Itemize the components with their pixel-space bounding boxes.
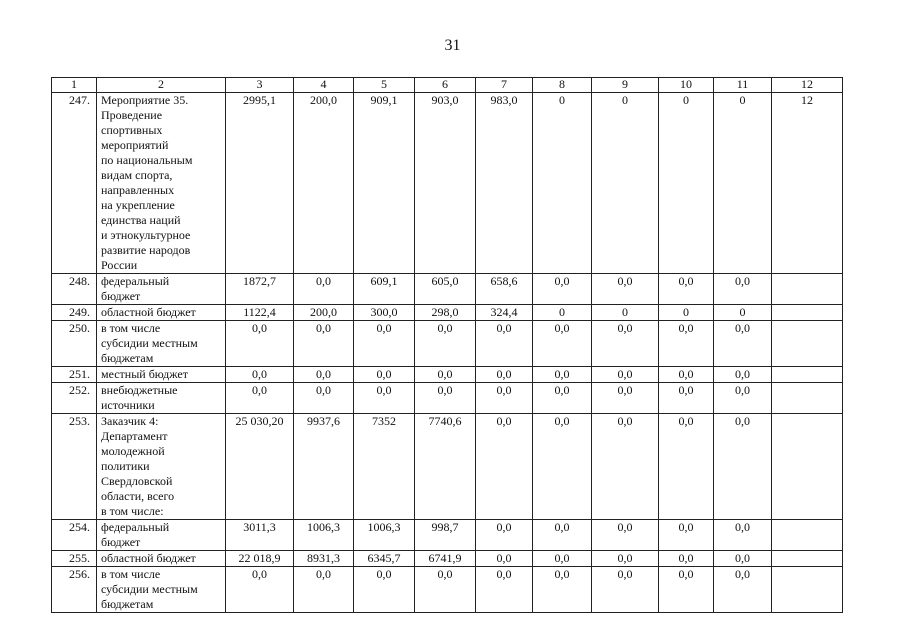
value-cell: 0,0 bbox=[415, 567, 476, 613]
value-cell: 0,0 bbox=[476, 367, 533, 383]
row-number: 254. bbox=[52, 520, 97, 551]
description-line: субсидии местным bbox=[101, 336, 198, 350]
description-line: в том числе bbox=[101, 321, 161, 335]
description-line: Свердловской bbox=[101, 474, 173, 488]
value-cell: 324,4 bbox=[476, 305, 533, 321]
row-number: 253. bbox=[52, 414, 97, 520]
value-cell: 0,0 bbox=[476, 567, 533, 613]
description-line: бюджетам bbox=[101, 597, 154, 611]
value-cell bbox=[772, 367, 843, 383]
value-cell: 983,0 bbox=[476, 93, 533, 274]
value-cell: 6741,9 bbox=[415, 551, 476, 567]
value-cell: 0 bbox=[533, 305, 592, 321]
row-description bbox=[97, 520, 226, 551]
value-cell: 0,0 bbox=[659, 551, 714, 567]
description-line: федеральный bbox=[101, 274, 170, 288]
value-cell: 6345,7 bbox=[354, 551, 415, 567]
description-line: Проведение bbox=[101, 108, 163, 122]
table-row bbox=[52, 414, 843, 520]
row-description bbox=[97, 367, 226, 383]
column-header: 12 bbox=[772, 78, 843, 93]
value-cell: 0,0 bbox=[476, 551, 533, 567]
value-cell: 609,1 bbox=[354, 274, 415, 305]
value-cell: 0,0 bbox=[415, 383, 476, 414]
value-cell: 0,0 bbox=[226, 367, 294, 383]
table-row bbox=[52, 520, 843, 551]
value-cell: 0,0 bbox=[533, 274, 592, 305]
value-cell: 0,0 bbox=[294, 367, 354, 383]
value-cell: 0,0 bbox=[354, 567, 415, 613]
value-cell: 298,0 bbox=[415, 305, 476, 321]
value-cell: 0,0 bbox=[533, 383, 592, 414]
row-number: 251. bbox=[52, 367, 97, 383]
description-line: в том числе bbox=[101, 567, 161, 581]
value-cell: 0,0 bbox=[659, 383, 714, 414]
value-cell: 0,0 bbox=[294, 567, 354, 613]
value-cell: 0,0 bbox=[354, 383, 415, 414]
value-cell: 9937,6 bbox=[294, 414, 354, 520]
value-cell: 25 030,20 bbox=[226, 414, 294, 520]
description-line: бюджет bbox=[101, 289, 141, 303]
value-cell: 0,0 bbox=[476, 414, 533, 520]
row-description bbox=[97, 321, 226, 367]
column-header: 1 bbox=[52, 78, 97, 93]
row-description bbox=[97, 305, 226, 321]
table-header-row bbox=[52, 78, 843, 93]
row-number: 255. bbox=[52, 551, 97, 567]
value-cell: 658,6 bbox=[476, 274, 533, 305]
value-cell: 0,0 bbox=[714, 567, 772, 613]
page-number: 31 bbox=[444, 37, 461, 54]
budget-table bbox=[51, 77, 843, 613]
value-cell: 0,0 bbox=[226, 321, 294, 367]
description-line: направленных bbox=[101, 183, 175, 197]
value-cell: 0,0 bbox=[659, 567, 714, 613]
row-description bbox=[97, 551, 226, 567]
value-cell bbox=[772, 274, 843, 305]
column-header: 5 bbox=[354, 78, 415, 93]
value-cell: 1872,7 bbox=[226, 274, 294, 305]
row-number: 249. bbox=[52, 305, 97, 321]
value-cell: 1006,3 bbox=[294, 520, 354, 551]
value-cell: 200,0 bbox=[294, 93, 354, 274]
row-number: 248. bbox=[52, 274, 97, 305]
value-cell: 0,0 bbox=[659, 520, 714, 551]
value-cell: 0,0 bbox=[714, 414, 772, 520]
value-cell: 0,0 bbox=[415, 367, 476, 383]
value-cell: 605,0 bbox=[415, 274, 476, 305]
value-cell: 0,0 bbox=[533, 367, 592, 383]
value-cell: 0,0 bbox=[592, 520, 659, 551]
value-cell: 0,0 bbox=[714, 274, 772, 305]
description-line: области, всего bbox=[101, 489, 175, 503]
value-cell: 0,0 bbox=[659, 414, 714, 520]
value-cell bbox=[772, 414, 843, 520]
table-row bbox=[52, 567, 843, 613]
table-row bbox=[52, 383, 843, 414]
description-line: политики bbox=[101, 459, 150, 473]
description-line: России bbox=[101, 258, 138, 272]
value-cell: 0,0 bbox=[714, 367, 772, 383]
row-description bbox=[97, 93, 226, 274]
value-cell: 0 bbox=[592, 305, 659, 321]
table-row bbox=[52, 367, 843, 383]
column-header: 4 bbox=[294, 78, 354, 93]
value-cell: 8931,3 bbox=[294, 551, 354, 567]
row-description bbox=[97, 414, 226, 520]
value-cell: 0,0 bbox=[592, 367, 659, 383]
table-row bbox=[52, 93, 843, 274]
description-line: в том числе: bbox=[101, 504, 164, 518]
description-line: развитие народов bbox=[101, 243, 191, 257]
table-row bbox=[52, 551, 843, 567]
value-cell: 0 bbox=[714, 305, 772, 321]
value-cell: 0,0 bbox=[533, 551, 592, 567]
description-line: Мероприятие 35. bbox=[101, 93, 189, 107]
value-cell: 903,0 bbox=[415, 93, 476, 274]
column-header: 11 bbox=[714, 78, 772, 93]
column-header: 2 bbox=[97, 78, 226, 93]
description-line: Департамент bbox=[101, 429, 168, 443]
value-cell: 0 bbox=[659, 305, 714, 321]
column-header: 6 bbox=[415, 78, 476, 93]
table-row bbox=[52, 274, 843, 305]
description-line: видам спорта, bbox=[101, 168, 173, 182]
description-line: областной бюджет bbox=[101, 551, 196, 565]
row-description bbox=[97, 383, 226, 414]
value-cell bbox=[772, 567, 843, 613]
value-cell: 0 bbox=[714, 93, 772, 274]
value-cell bbox=[772, 520, 843, 551]
column-header: 3 bbox=[226, 78, 294, 93]
description-line: субсидии местным bbox=[101, 582, 198, 596]
value-cell: 0,0 bbox=[476, 321, 533, 367]
value-cell: 0,0 bbox=[294, 321, 354, 367]
value-cell: 0,0 bbox=[533, 414, 592, 520]
column-header: 8 bbox=[533, 78, 592, 93]
description-line: областной бюджет bbox=[101, 305, 196, 319]
value-cell: 0 bbox=[592, 93, 659, 274]
value-cell: 1122,4 bbox=[226, 305, 294, 321]
value-cell: 0,0 bbox=[714, 551, 772, 567]
value-cell: 200,0 bbox=[294, 305, 354, 321]
value-cell: 0,0 bbox=[476, 520, 533, 551]
value-cell: 22 018,9 bbox=[226, 551, 294, 567]
value-cell: 0,0 bbox=[354, 367, 415, 383]
description-line: спортивных bbox=[101, 123, 163, 137]
value-cell: 300,0 bbox=[354, 305, 415, 321]
column-header: 9 bbox=[592, 78, 659, 93]
value-cell: 0,0 bbox=[226, 383, 294, 414]
row-number: 250. bbox=[52, 321, 97, 367]
value-cell: 0,0 bbox=[415, 321, 476, 367]
description-line: бюджетам bbox=[101, 351, 154, 365]
value-cell: 0,0 bbox=[592, 551, 659, 567]
value-cell: 0,0 bbox=[714, 383, 772, 414]
value-cell: 0,0 bbox=[533, 520, 592, 551]
value-cell: 0,0 bbox=[226, 567, 294, 613]
value-cell: 0,0 bbox=[294, 383, 354, 414]
value-cell: 0 bbox=[659, 93, 714, 274]
value-cell: 3011,3 bbox=[226, 520, 294, 551]
value-cell: 0,0 bbox=[714, 321, 772, 367]
column-header: 7 bbox=[476, 78, 533, 93]
description-line: источники bbox=[101, 398, 155, 412]
value-cell bbox=[772, 305, 843, 321]
value-cell: 0,0 bbox=[533, 567, 592, 613]
value-cell: 0 bbox=[533, 93, 592, 274]
value-cell: 1006,3 bbox=[354, 520, 415, 551]
value-cell: 0,0 bbox=[533, 321, 592, 367]
value-cell: 998,7 bbox=[415, 520, 476, 551]
value-cell: 2995,1 bbox=[226, 93, 294, 274]
value-cell: 7740,6 bbox=[415, 414, 476, 520]
value-cell: 0,0 bbox=[592, 321, 659, 367]
value-cell: 0,0 bbox=[592, 567, 659, 613]
description-line: молодежной bbox=[101, 444, 165, 458]
row-number: 252. bbox=[52, 383, 97, 414]
value-cell: 0,0 bbox=[659, 367, 714, 383]
value-cell: 7352 bbox=[354, 414, 415, 520]
column-header: 10 bbox=[659, 78, 714, 93]
value-cell: 0,0 bbox=[659, 274, 714, 305]
table-row bbox=[52, 321, 843, 367]
description-line: и этнокультурное bbox=[101, 228, 191, 242]
value-cell: 0,0 bbox=[476, 383, 533, 414]
table-row bbox=[52, 305, 843, 321]
description-line: федеральный bbox=[101, 520, 170, 534]
value-cell: 0,0 bbox=[294, 274, 354, 305]
value-cell: 909,1 bbox=[354, 93, 415, 274]
row-description bbox=[97, 274, 226, 305]
row-number: 247. bbox=[52, 93, 97, 274]
description-line: единства наций bbox=[101, 213, 181, 227]
description-line: Заказчик 4: bbox=[101, 414, 159, 428]
row-description bbox=[97, 567, 226, 613]
value-cell: 0,0 bbox=[714, 520, 772, 551]
description-line: внебюджетные bbox=[101, 383, 178, 397]
value-cell bbox=[772, 383, 843, 414]
value-cell: 0,0 bbox=[659, 321, 714, 367]
value-cell: 12 bbox=[772, 93, 843, 274]
value-cell: 0,0 bbox=[592, 414, 659, 520]
row-number: 256. bbox=[52, 567, 97, 613]
value-cell bbox=[772, 321, 843, 367]
value-cell: 0,0 bbox=[592, 383, 659, 414]
value-cell: 0,0 bbox=[354, 321, 415, 367]
description-line: на укрепление bbox=[101, 198, 175, 212]
description-line: бюджет bbox=[101, 535, 141, 549]
description-line: мероприятий bbox=[101, 138, 169, 152]
value-cell bbox=[772, 551, 843, 567]
description-line: местный бюджет bbox=[101, 367, 188, 381]
description-line: по национальным bbox=[101, 153, 193, 167]
value-cell: 0,0 bbox=[592, 274, 659, 305]
